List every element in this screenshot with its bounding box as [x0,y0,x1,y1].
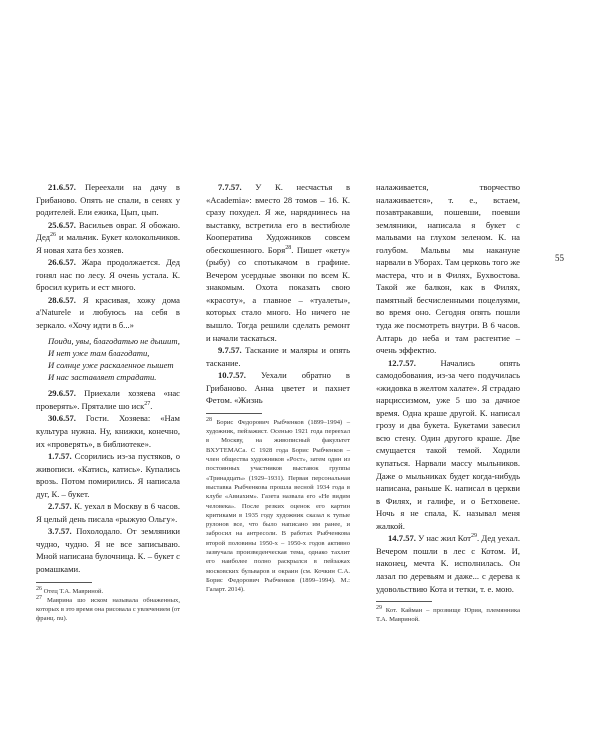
entry-text: К. уехал в Москву в 6 часов. Я целый день писала «рыжую Ольгу». [36,501,180,524]
footnote-text: Борис Федорович Рыбченков (1899–1994) – художник, пейзажист. Осенью 1921 года переехал в Москву, на живописный факультет ВХУТЕМАСа. С 1928 года Борис Рыбченков – член общества художников «Рост», затем один из постоянных участников выставок группы «Тринадцать» (1929–1931). Первая персональная выставка Рыбченкова прошла весной 1934 года в клубе «Авиахим». Газета назвала его «Не видим человека». После резких оценок его картин критиками в 1935 году художник сказал к тупые рулонов все, что было написано им ранее, и забросил на антресоли. В работах Рыбченкова второй половины 1950-х – 1950-х годов активно зазвучала произведенческая тема, однако тахлит его наиболее полно раскрылся в пейзажах московских бульваров и окраин (см. Кочкин С.А. Борис Федорович Рыбченков (1899–1994). М.: Галарт. 2014). [206,418,350,594]
entry-text-continued: . Пишет «кету» (рыбу) со спотыкачом в графине. Вечером усердные звонки по всем К. знакомым. Охота показать свою «красоту», а главное – «туалеты», которых стало много. Но ничего не вышло. Тогда решили сделать ремонт и начали таскаться. [206,244,351,343]
footnote-separator [36,582,92,583]
entry-text: Жара продолжается. Дед гонял нас по лесу. Я очень устала. К. бросил курить и ест много. [36,257,180,293]
footnote-ref: 27 [144,401,151,408]
entry-date: 28.6.57. [48,294,76,305]
footnote-text: Маврина шо иском называла обнаженных, которых в это время она рисовала с увлечением (от франц. nu). [36,596,180,623]
page-number: 55 [555,253,564,263]
entry-text-continued: . [150,400,153,411]
entry-date: 29.6.57. [48,388,76,399]
text-column-left [36,181,180,624]
entry-text: Уехали обратно в Грибаново. Анна цветет и пахнет Фетом. «Жизнь [206,370,350,406]
entry-date: 1.7.57. [48,451,72,462]
entry-text: Таскание и маляры и опять таскание. [206,345,350,368]
col3-diary-entry [376,181,520,357]
col1-diary-entry [36,181,180,219]
entry-date: 7.7.57. [218,182,242,192]
col2-diary-entry [206,181,350,344]
footnote-number: 26 [36,585,42,592]
footnote-text: Отец Т.А. Мавриной. [42,587,104,595]
entry-date: 26.6.57. [48,257,76,268]
footnote-separator [376,601,432,602]
footnote [36,596,180,624]
entry-date: 30.6.57. [48,413,76,424]
text-column-right [376,181,520,625]
footnote-separator [206,413,262,414]
poem-line: И нет уже там благодати, [48,347,150,358]
footnote [206,418,350,595]
col2-diary-entry [206,344,350,369]
col1-diary-entry [36,525,180,575]
footnote-text: Кот. Кайман – прозвище Юрия, племянника Т.А. Мавриной. [376,607,520,624]
entry-date: 12.7.57. [388,357,416,368]
col3-diary-entry [376,357,520,533]
entry-text: Васильев овраг. Я обожаю. Дед [36,219,180,243]
col1-diary-entry [36,500,180,525]
poem-line: И нас заставляет страдати. [48,372,157,383]
entry-date: 9.7.57. [218,345,242,356]
entry-text: Ссорились из-за пустяков, о живописи. «Катись, катись». Купались врозь. Потом помирились. Я написала дуг, К. – букет. [36,451,180,499]
col3-diary-entry [376,532,520,595]
entry-text: Начались опять самодобования, из-за чего подучилась «жидовка в желтом халате». Я страдаю нарциссизмом, уже 5 шо за дачное время. Одна краше другой. К. написал грозу и два букета. Букетами завесил всю стену. Один другого краше. Две смущается такой темой. Ходили купаться. Нарвали массу мыльников. Даже о мыльниках будет когда-нибудь написана, раньше К. написал в церкви в Филях, и галифе, и о Бетховене. Ночь я не спала, К. называл меня жалкой. [376,357,520,531]
entry-text: Похолодало. От земляники чудно, чудно. Я не все записываю. Мной написана булочница. К. – букет с ромашками. [36,526,180,575]
col1-diary-entry [36,387,180,412]
col1-diary-entry [36,294,180,332]
footnote-number: 27 [36,594,42,601]
footnote-ref: 29 [471,533,478,540]
col1-diary-entry [36,450,180,500]
entry-text: У нас жил Кот [415,533,472,544]
footnote [376,606,520,625]
poem-line: И солнце уже раскаленное пышет [48,359,174,370]
poem-line: Поиди, увы, благодатью не дышит, [48,335,180,346]
entry-date: 2.7.57. [48,501,72,512]
entry-text: налаживается, творчество налаживается», т. е., встаем, позавтракавши, пошевши, поевши земляники, написала я букет с мальвами на глухом зеленом. К. на голубом. Мальвы мы накануне нарвали в Уборах. Там церковь того же мастера, что и в Филях, Бухвостова. Такой же балкон, как в Филях, памятный бесчисленными поцелуями, во время оно. Сегодня опять пошли туда же посмотреть внутри. В 6 часов. Алтарь до неба и там расгентие – очень эффектно. [376,182,520,356]
entry-text-continued: и мальчик. Букет колокольчиков. Я новая хата без хозяев. [36,232,180,255]
entry-date: 14.7.57. [388,533,416,544]
col1-diary-entry [36,412,180,450]
entry-date: 3.7.57. [48,526,72,537]
poem-quote [48,335,180,384]
footnote-number: 28 [206,416,212,423]
entry-text: Гости. Хозяева: «Нам культура нужна. Ну, книжки, конечно, их «проверять», в библиотеке». [36,413,180,449]
col1-diary-entry [36,219,180,257]
entry-text: Приехали хозяева «нас проверять». Пряталие шо иск [36,388,180,411]
entry-text: У К. несчастья в «Academia»: вместо 28 томов – 16. К. сразу похудел. Я же, наряднинесь на выставку, встретила его в вестибюле Кооператива Художников совсем обескошенного. Боря [206,182,350,255]
footnote-ref: 26 [50,232,57,239]
entry-date: 25.6.57. [48,219,76,230]
footnote [36,587,180,596]
entry-text: Я красивая, хожу дома а'Naturele и любуюсь на себя в зеркало. «Хочу идти в б...» [36,294,180,331]
col2-diary-entry [206,369,350,407]
entry-text-continued: . Дед уехал. Вечером пошли в лес с Котом. И, наконец, мечта К. исполнилась. Он лазал по деревьям и даже... с дерева к удовольствию Кота и тетки, т. е. мою. [376,533,520,594]
text-column-middle [206,181,350,594]
entry-date: 10.7.57. [218,370,246,381]
footnote-number: 29 [376,604,382,611]
entry-text: Переехали на дачу в Грибаново. Опять не спали, в сенях у родителей. Ели ежика, Цып, цып. [36,182,180,218]
entry-date: 21.6.57. [48,182,76,192]
footnote-ref: 28 [285,244,292,251]
col1-diary-entry [36,256,180,294]
